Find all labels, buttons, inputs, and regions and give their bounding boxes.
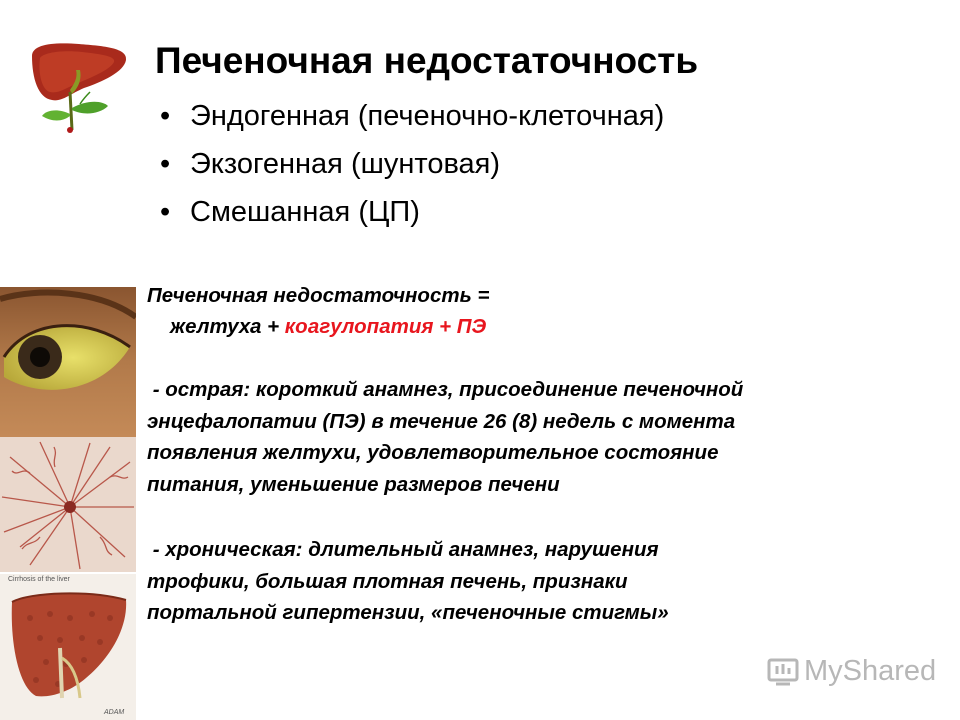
formula-black-part: желтуха +: [170, 315, 285, 338]
spider-angioma-image: [0, 437, 136, 572]
text-line: портальной гипертензии, «печеночные стигмы»: [147, 601, 669, 624]
list-item: • Экзогенная (шунтовая): [160, 140, 664, 188]
text-line: питания, уменьшение размеров печени: [147, 472, 560, 496]
slide-title: Печеночная недостаточность: [155, 40, 699, 81]
list-item: • Смешанная (ЦП): [160, 188, 664, 236]
cirrhotic-liver-image: [0, 588, 136, 712]
myshared-logo-icon: [766, 654, 800, 688]
classification-list: [160, 92, 664, 236]
text-line: появления желтухи, удовлетворительное состояние: [147, 441, 719, 464]
chronic-form-text: [147, 534, 669, 629]
formula-line-2: [170, 311, 486, 343]
watermark-text: MyShared: [804, 654, 937, 687]
jaundiced-eye-image: [0, 287, 136, 437]
acute-form-text: [147, 374, 743, 500]
text-line: - острая: короткий анамнез, присоединение печеночной: [147, 378, 744, 401]
image-caption: Cirrhosis of the liver: [8, 576, 70, 583]
text-line: энцефалопатии (ПЭ) в течение 26 (8) недель с момента: [147, 409, 736, 433]
liver-plant-icon: [24, 38, 134, 138]
text-line: - хроническая: длительный анамнез, нарушения: [147, 538, 659, 561]
formula-line-1: Печеночная недостаточность =: [147, 284, 490, 307]
list-item: • Эндогенная (печеночно-клеточная): [160, 92, 664, 140]
myshared-watermark: [766, 654, 936, 688]
formula-red-part: коагулопатия + ПЭ: [284, 315, 487, 338]
text-line: трофики, большая плотная печень, признаки: [147, 569, 628, 593]
image-credit: ADAM: [104, 709, 125, 716]
